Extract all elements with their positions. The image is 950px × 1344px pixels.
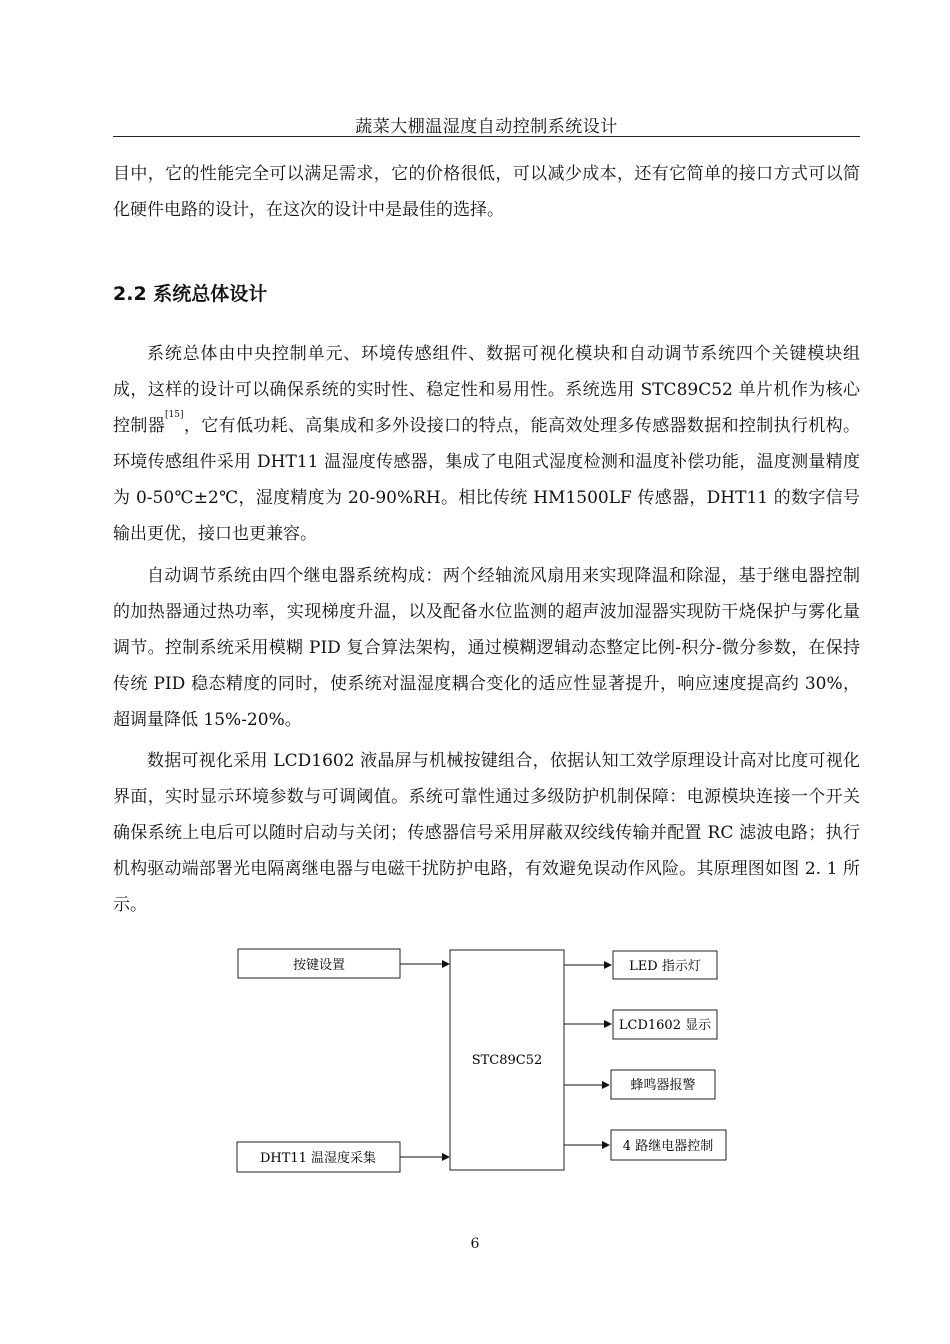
output-label-relay: 4 路继电器控制 [622, 1139, 714, 1154]
paragraph-text-part-b: ，它有低功耗、高集成和多外设接口的特点，能高效处理多传感器数据和控制执行机构。环境传感组件采用 DHT11 温湿度传感器，集成了电阻式湿度检测和温度补偿功能，温度测量精度为 0-50℃±2℃，湿度精度为 20-90%RH。相比传统 HM1500LF 传感器，DHT11 的数字信号输出更优，接口也更兼容。 [113, 416, 861, 544]
output-label-buzzer: 蜂鸣器报警 [630, 1078, 696, 1093]
output-label-led: LED 指示灯 [629, 959, 701, 974]
input-label-keys: 按键设置 [292, 958, 346, 973]
paragraph-visualization: 数据可视化采用 LCD1602 液晶屏与机械按键组合，依据认知工效学原理设计高对比度可视化界面，实时显示环境参数与可调阈值。系统可靠性通过多级防护机制保障：电源模块连接一个开关确保系统上电后可以随时启动与关闭；传感器信号采用屏蔽双绞线传输并配置 RC 滤波电路；执行机构驱动端部署光电隔离继电器与电磁干扰防护电路，有效避免误动作风险。其原理图如图 2. 1 所示。 [113, 751, 860, 915]
header-rule [113, 136, 860, 137]
paragraph-continued: 目中，它的性能完全可以满足需求，它的价格很低，可以减少成本，还有它简单的接口方式可以简化硬件电路的设计，在这次的设计中是最佳的选择。 [113, 164, 860, 220]
citation-ref: [15] [165, 410, 184, 420]
paragraph-auto-control: 自动调节系统由四个继电器系统构成：两个经轴流风扇用来实现降温和除湿，基于继电器控制的加热器通过热功率，实现梯度升温，以及配备水位监测的超声波加湿器实现防干烧保护与雾化量调节。控制系统采用模糊 PID 复合算法架构，通过模糊逻辑动态整定比例-积分-微分参数，在保持传统 PID 稳态精度的同时，使系统对温湿度耦合变化的适应性显著提升，响应速度提高约 30%，超调量降低 15%-20%。 [113, 566, 860, 730]
input-label-sensor: DHT11 温湿度采集 [259, 1151, 377, 1166]
page-number: 6 [470, 1236, 480, 1252]
output-label-lcd: LCD1602 显示 [618, 1018, 712, 1033]
section-heading: 2.2 系统总体设计 [113, 283, 268, 305]
paragraph-text-part-a: 系统总体由中央控制单元、环境传感组件、数据可视化模块和自动调节系统四个关键模块组成，这样的设计可以确保系统的实时性、稳定性和易用性。系统选用 STC89C52 单片机作为核心控制器 [113, 344, 860, 436]
running-header: 蔬菜大棚温湿度自动控制系统设计 [355, 117, 618, 137]
paragraph-system-overview [113, 336, 860, 552]
block-diagram [230, 940, 730, 1180]
mcu-label: STC89C52 [471, 1053, 543, 1068]
